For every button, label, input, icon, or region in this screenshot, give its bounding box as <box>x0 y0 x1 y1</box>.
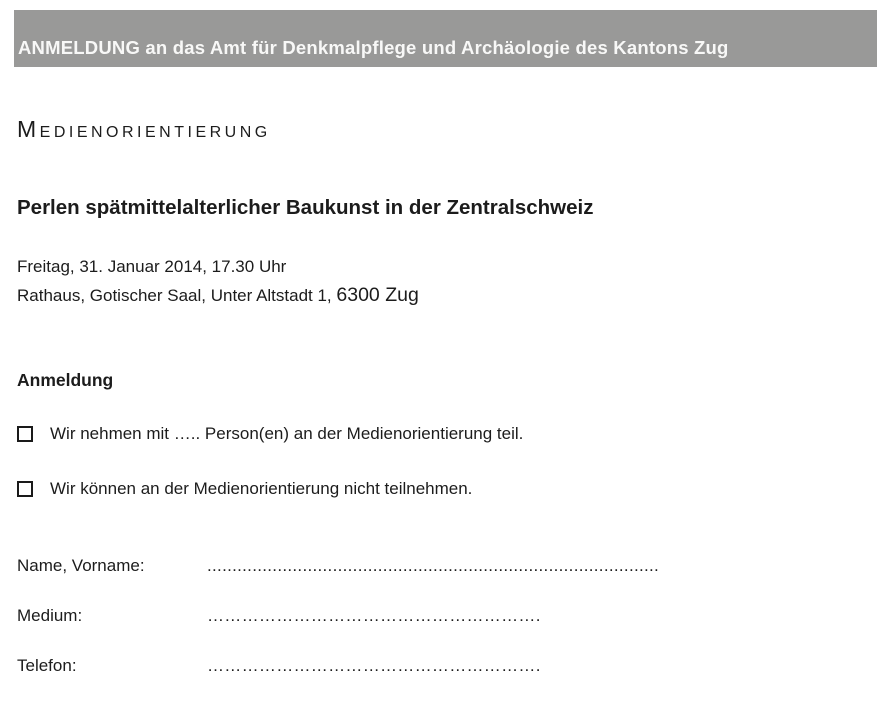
event-location-address: Rathaus, Gotischer Saal, Unter Altstadt 1, <box>17 286 337 305</box>
section-heading-anmeldung: Anmeldung <box>17 370 114 390</box>
decline-checkbox[interactable] <box>17 481 33 497</box>
telefon-field-label: Telefon: <box>17 656 77 675</box>
header-banner <box>14 10 877 67</box>
decline-option-label: Wir können an der Medienorientierung nicht teilnehmen. <box>50 479 473 498</box>
field-row-telefon <box>17 656 541 676</box>
name-fill-in-line[interactable]: .......................................................................................... <box>207 556 660 575</box>
name-field-label: Name, Vorname: <box>17 556 145 575</box>
document-kicker: Medienorientierung <box>17 116 271 142</box>
page-title: Perlen spätmittelalterlicher Baukunst in der Zentralschweiz <box>17 196 594 219</box>
field-row-medium <box>17 606 541 626</box>
event-location <box>17 281 419 310</box>
attend-option-label: Wir nehmen mit ….. Person(en) an der Medienorientierung teil. <box>50 424 524 443</box>
medium-fill-in-line[interactable]: …………………………………………………. <box>207 606 541 625</box>
header-title: ANMELDUNG an das Amt für Denkmalpflege und Archäologie des Kantons Zug <box>18 37 729 58</box>
event-datetime: Freitag, 31. Januar 2014, 17.30 Uhr <box>17 257 287 276</box>
attend-option-row <box>17 424 523 444</box>
telefon-fill-in-line[interactable]: …………………………………………………. <box>207 656 541 675</box>
event-details <box>17 253 419 310</box>
medium-field-label: Medium: <box>17 606 83 625</box>
event-location-city: 6300 Zug <box>336 284 419 306</box>
attend-checkbox[interactable] <box>17 426 33 442</box>
decline-option-row <box>17 479 472 499</box>
field-row-name <box>17 556 659 576</box>
